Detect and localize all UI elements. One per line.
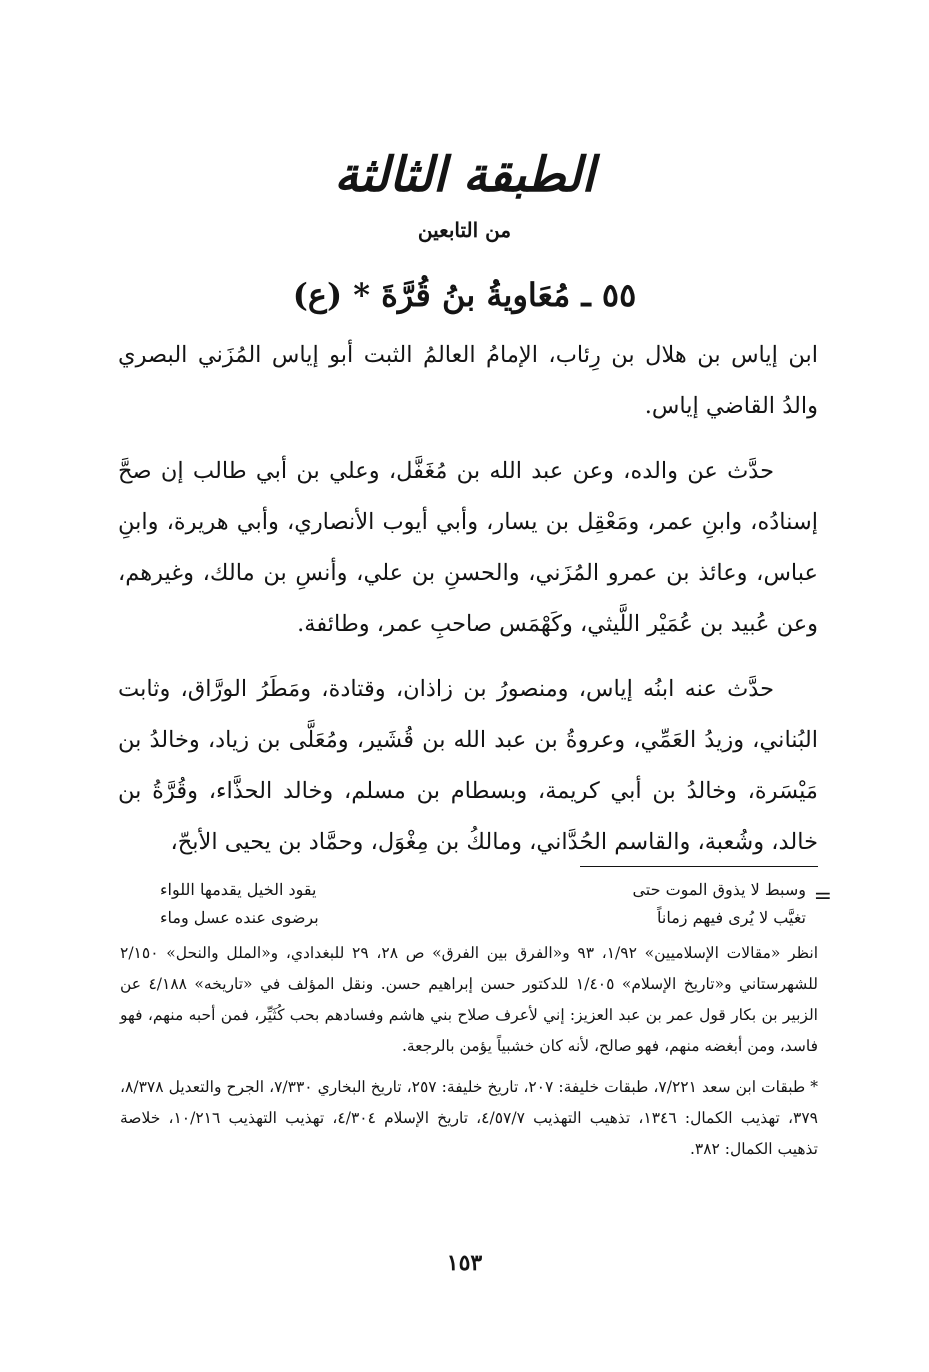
footnote-references: انظر «مقالات الإسلاميين» ١/٩٢، ٩٣ و«الفرق بين الفرق» ص ٢٨، ٢٩ للبغدادي، و«الملل والنحل» ٢/١٥٠ للشهرستاني و«تاريخ الإسلام» ١/٤٠٥ للدكتور حسن إبراهيم حسن. ونقل المؤلف في «تاريخه» ٤/١٨٨ عن الزبير بن بكار قول عمر بن عبد العزيز: إني لأعرف صلاح بني هاشم وفسادهم بحب كُثَيِّر، فمن أحبه منهم، فهو فاسد، ومن أبغضه منهم، فهو صالح، لأنه كان خشبياً يؤمن بالرجعة. (120, 944, 818, 1055)
page-number: ١٥٣ (446, 1250, 483, 1276)
footnote-sources: * طبقات ابن سعد ٧/٢٢١، طبقات خليفة: ٢٠٧، تاريخ خليفة: ٢٥٧، تاريخ البخاري ٧/٣٣٠، الجرح والتعديل ٨/٣٧٨، ٣٧٩، تهذيب الكمال: ١٣٤٦، تذهيب التهذيب ٤/٥٧/٧، تاريخ الإسلام ٤/٣٠٤، تهذيب التهذيب ١٠/٢١٦، خلاصة تذهيب الكمال: ٣٨٢. (120, 1078, 819, 1158)
paragraph-lineage: ابن إياس بن هلال بن رِئاب، الإمامُ العالمُ الثبت أبو إياس المُزَني البصري والدُ القاضي إياس. (118, 342, 818, 419)
section-subtitle: من التابعين (417, 218, 512, 242)
verse-line (120, 876, 818, 904)
footnote-separator (580, 866, 818, 867)
footnotes (120, 866, 832, 1165)
paragraph-narrated-by: حدَّث عنه ابنُه إياس، ومنصورُ بن زاذان، وقتادة، ومَطَرُ الورَّاق، وثابت البُناني، وزيدُ العَمِّي، وعروةُ بن عبد الله بن قُشَير، ومُعَلَّى بن زياد، وخالدُ بن مَيْسَرة، وخالدُ بن أبي كريمة، وبسطام بن مسلم، وخالد الحذَّاء، وقُرَّةُ بن خالد، وشُعبة، والقاسم الحُدَّاني، ومالكُ بن مِغْوَل، وحمَّاد بن يحيى الأبحّ، (118, 676, 818, 855)
verse-first-hemistich: وسبط لا يذوق الموت حتى (632, 880, 806, 899)
entry-heading: ٥٥ ـ مُعَاويةُ بنُ قُرَّةَ * (ع) (292, 276, 637, 314)
verse-first-hemistich: تغيَّب لا يُرى فيهم زماناً (657, 908, 806, 927)
paragraph-narrated-from: حدَّث عن والده، وعن عبد الله بن مُغَفَّل، وعلي بن أبي طالب إن صحَّ إسنادُه، وابنِ عمر، ومَعْقِل بن يسار، وأبي أيوب الأنصاري، وأبي هريرة، وابنِ عباس، وعائذ بن عمرو المُزَني، والحسنِ بن علي، وأنسِ بن مالك، وغيرهم، وعن عُبيد بن عُمَيْر اللَّيثي، وكَهْمَس صاحبِ عمر، وطائفة. (118, 458, 818, 637)
verse-second-hemistich: يقود الخيل يقدمها اللواء (160, 880, 317, 899)
verse-line (120, 904, 818, 932)
footnote-verse (120, 876, 818, 934)
section-title: الطبقة الثالثة (334, 147, 595, 203)
verse-second-hemistich: برضوى عنده عسل وماء (160, 908, 319, 927)
entry-body (118, 330, 818, 868)
footnote-continuation-mark: = (813, 884, 832, 909)
